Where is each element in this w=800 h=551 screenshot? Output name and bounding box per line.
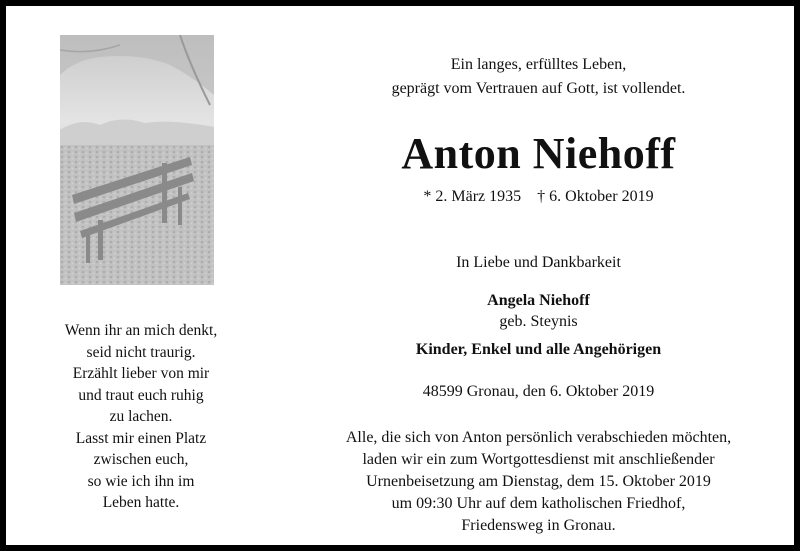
poem-line: zwischen euch, [93, 451, 189, 468]
thanks-line: In Liebe und Dankbarkeit [456, 254, 621, 271]
poem-line: Erzählt lieber von mir [72, 365, 210, 382]
service-info [306, 427, 771, 537]
service-line-5: Friedensweg in Gronau. [461, 517, 616, 534]
place-date: 48599 Gronau, den 6. Oktober 2019 [422, 383, 655, 400]
intro-line-2: geprägt vom Vertrauen auf Gott, ist vollendet. [391, 80, 686, 97]
birth-date: * 2. März 1935 [423, 188, 522, 205]
poem [26, 320, 256, 514]
poem-line: zu lachen. [109, 408, 173, 425]
service-line-3: Urnenbeisetzung am Dienstag, dem 15. Oktober 2019 [366, 473, 711, 490]
service-line-2: laden wir ein zum Wortgottesdienst mit anschließender [362, 451, 715, 468]
life-dates [306, 186, 771, 208]
poem-line: Leben hatte. [102, 494, 180, 511]
death-date: † 6. Oktober 2019 [537, 188, 654, 205]
deceased-name: Anton Niehoff [401, 129, 676, 178]
mourner-block [306, 290, 771, 332]
poem-line: so wie ich ihn im [87, 472, 195, 490]
poem-line: Wenn ihr an mich denkt, [64, 322, 218, 339]
family-line: Kinder, Enkel und alle Angehörigen [415, 341, 662, 358]
intro-text [306, 53, 771, 101]
intro-line-1: Ein langes, erfülltes Leben, [450, 56, 627, 73]
mourner-maiden-name: geb. Steynis [499, 313, 578, 330]
service-line-4: um 09:30 Uhr auf dem katholischen Friedhof, [391, 495, 686, 512]
service-line-1: Alle, die sich von Anton persönlich verabschieden möchten, [345, 429, 732, 446]
poem-line: Lasst mir einen Platz [75, 429, 207, 447]
poem-line: und traut euch ruhig [78, 386, 204, 404]
bench-photo [60, 35, 214, 285]
mourner-name: Angela Niehoff [487, 292, 590, 309]
poem-line: seid nicht traurig. [86, 343, 196, 361]
bench-illustration [60, 35, 214, 285]
